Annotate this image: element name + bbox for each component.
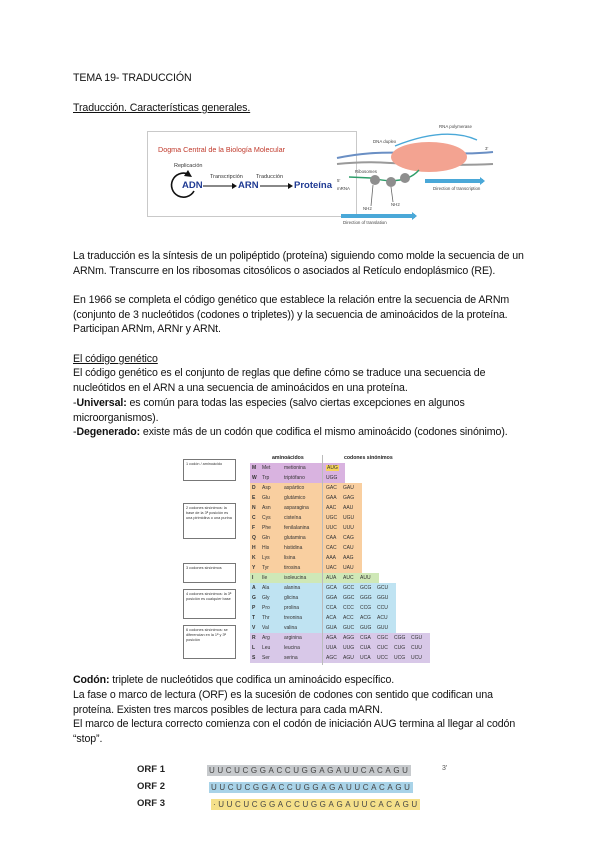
header-synonym-codons: codones sinónimos bbox=[344, 455, 393, 461]
aa-letter: Q bbox=[252, 535, 256, 541]
codon: UUC bbox=[326, 525, 337, 531]
codon: AGA bbox=[326, 635, 337, 641]
aa-name: leucina bbox=[284, 645, 300, 651]
codon: UCG bbox=[394, 655, 406, 661]
universal-item: -Universal: es común para todas las especies (salvo ciertas excepciones en algunos microorganismos). bbox=[73, 397, 465, 424]
codon: AAG bbox=[343, 555, 354, 561]
codon: GGC bbox=[343, 595, 355, 601]
codon: CUC bbox=[377, 645, 388, 651]
aa-letter: N bbox=[252, 505, 256, 511]
aa-name: histidina bbox=[284, 545, 303, 551]
coupled-transcription-translation-figure bbox=[335, 120, 495, 228]
codon: UUG bbox=[343, 645, 355, 651]
codon: ACA bbox=[326, 615, 337, 621]
translation-direction-label: Direction of translation bbox=[343, 220, 387, 225]
codon: AUU bbox=[360, 575, 371, 581]
aa-name: glutamina bbox=[284, 535, 306, 541]
codon: GCG bbox=[360, 585, 372, 591]
aa-abbrev: Ser bbox=[262, 655, 270, 661]
codon-row-gln bbox=[250, 533, 430, 543]
codon: UCU bbox=[411, 655, 422, 661]
codon-row-pro bbox=[250, 603, 430, 613]
aa-name: glicina bbox=[284, 595, 299, 601]
aa-letter: L bbox=[252, 645, 256, 651]
orf-sequence-2: UUCUCGGACCUGGAGAUUCACAGU bbox=[211, 783, 413, 792]
codon: AUA bbox=[326, 575, 337, 581]
codon: UCA bbox=[360, 655, 371, 661]
aa-letter: C bbox=[252, 515, 256, 521]
codon-label: Codón: bbox=[73, 674, 110, 686]
aa-letter: E bbox=[252, 495, 256, 501]
codon: GGU bbox=[377, 595, 389, 601]
aa-name: alanina bbox=[284, 585, 301, 591]
callout-1-codon: 1 codón / aminoácido bbox=[183, 459, 236, 481]
codon: CCC bbox=[343, 605, 354, 611]
aa-name: asparagina bbox=[284, 505, 309, 511]
codon: AGU bbox=[343, 655, 354, 661]
codon: UCC bbox=[377, 655, 388, 661]
codon: ACU bbox=[377, 615, 388, 621]
dogma-arrows bbox=[148, 132, 356, 216]
aa-letter: M bbox=[252, 465, 257, 471]
aa-abbrev: Thr bbox=[262, 615, 270, 621]
replication-label: Replicación bbox=[174, 163, 203, 169]
paragraph-codigo-genetico: El código genético es el conjunto de reglas que define cómo se traduce una secuencia de nucleótidos en el ARN a una secuencia de aminoácidos en una proteína. bbox=[73, 367, 486, 394]
aa-letter: G bbox=[252, 595, 256, 601]
adn-label: ADN bbox=[182, 180, 203, 191]
translation-label: Traducción bbox=[256, 174, 284, 180]
codon: CAC bbox=[326, 545, 337, 551]
paragraph-codigo-1966: En 1966 se completa el código genético que establece la relación entre la secuencia de ARNm (conjunto de 3 nucleótidos (codones o tripletes)) y la secuencia de aminoácidos de la proteína. Participan ARNm, ARNr y ARNt. bbox=[73, 294, 510, 336]
codon: CAG bbox=[343, 535, 354, 541]
central-dogma-figure bbox=[147, 131, 357, 217]
aa-abbrev: Ile bbox=[262, 575, 268, 581]
codon: GAC bbox=[326, 485, 337, 491]
codon: GGA bbox=[326, 595, 338, 601]
codon: UGG bbox=[326, 475, 338, 481]
codon-definition bbox=[73, 673, 533, 688]
aa-name: aspártico bbox=[284, 485, 305, 491]
codon: CGA bbox=[360, 635, 371, 641]
codon-row-ile bbox=[250, 573, 430, 583]
callout-2-codons: 2 codones sinónimos: la base de la 3ª posición es una pirimidina o una purina bbox=[183, 503, 236, 539]
codon-row-his bbox=[250, 543, 430, 553]
universal-text: es común para todas las especies (salvo ciertas excepciones en algunos microorganismos). bbox=[73, 397, 465, 424]
codon: GAG bbox=[343, 495, 355, 501]
callout-6-codons: 6 codones sinónimos: se diferencian en la 1ª y 3ª posición bbox=[183, 625, 236, 659]
aa-letter: K bbox=[252, 555, 256, 561]
codon: CUA bbox=[360, 645, 371, 651]
codon: GUC bbox=[343, 625, 355, 631]
aa-name: tirosina bbox=[284, 565, 301, 571]
paragraph-traduccion: La traducción es la síntesis de un polipéptido (proteína) siguiendo como molde la secuencia de un ARNm. Transcurre en los ribosomas citosólicos o asociados al Retículo endoplásmico (RE). bbox=[73, 250, 524, 277]
codon: UGC bbox=[326, 515, 338, 521]
aa-abbrev: Gly bbox=[262, 595, 270, 601]
aa-name: glutámico bbox=[284, 495, 306, 501]
codon: CUG bbox=[394, 645, 406, 651]
codon: AAC bbox=[326, 505, 337, 511]
aa-abbrev: Pro bbox=[262, 605, 270, 611]
codon: GCA bbox=[326, 585, 337, 591]
aa-name: serina bbox=[284, 655, 298, 661]
codon: AGC bbox=[326, 655, 337, 661]
aa-name: fenilalanina bbox=[284, 525, 310, 531]
rna-polymerase-label: RNA polymerase bbox=[439, 124, 472, 129]
codon-row-glu bbox=[250, 493, 430, 503]
codon: UUA bbox=[326, 645, 337, 651]
codon-row-gly bbox=[250, 593, 430, 603]
nh2-label-a: NH2 bbox=[363, 206, 372, 211]
aa-abbrev: Val bbox=[262, 625, 269, 631]
codon: GCC bbox=[343, 585, 355, 591]
codon: ACC bbox=[343, 615, 354, 621]
codon: CGG bbox=[394, 635, 406, 641]
codon-row-val bbox=[250, 623, 430, 633]
aa-abbrev: Lys bbox=[262, 555, 270, 561]
callout-4-codons: 4 codones sinónimos: la 3ª posición es cualquier base bbox=[183, 589, 236, 619]
codon: UUU bbox=[343, 525, 354, 531]
codon-row-ser bbox=[250, 653, 430, 663]
arn-label: ARN bbox=[238, 180, 259, 191]
codon: CAA bbox=[326, 535, 337, 541]
codon: AGG bbox=[343, 635, 355, 641]
table-divider bbox=[322, 455, 323, 665]
aa-abbrev: Tyr bbox=[262, 565, 269, 571]
codon: GAU bbox=[343, 485, 354, 491]
header-aminoacids: aminoácidos bbox=[272, 455, 304, 461]
aa-letter: D bbox=[252, 485, 256, 491]
aa-abbrev: Phe bbox=[262, 525, 271, 531]
degenerate-item: -Degenerado: existe más de un codón que codifica el mismo aminoácido (codones sinónimo). bbox=[73, 426, 508, 438]
codon: UAU bbox=[343, 565, 354, 571]
codon: GCU bbox=[377, 585, 389, 591]
degenerate-label: Degenerado: bbox=[76, 426, 141, 438]
codon-row-cys bbox=[250, 513, 430, 523]
aa-abbrev: Gln bbox=[262, 535, 270, 541]
codon: GAA bbox=[326, 495, 337, 501]
page-title: TEMA 19- TRADUCCIÓN bbox=[73, 72, 192, 84]
codon-row-asp bbox=[250, 483, 430, 493]
aa-abbrev: Trp bbox=[262, 475, 270, 481]
three-prime-label: 3' bbox=[485, 146, 489, 151]
aa-abbrev: Met bbox=[262, 465, 271, 471]
codon: CCU bbox=[377, 605, 388, 611]
aa-letter: P bbox=[252, 605, 256, 611]
dna-duplex-label: DNA duplex bbox=[373, 139, 397, 144]
aa-name: lisina bbox=[284, 555, 296, 561]
callout-3-codons: 3 codones sinónimos bbox=[183, 563, 236, 583]
aa-letter: F bbox=[252, 525, 256, 531]
aa-name: arginina bbox=[284, 635, 302, 641]
aa-name: triptófano bbox=[284, 475, 305, 481]
transcription-diagram bbox=[335, 120, 495, 228]
codon-row-tyr bbox=[250, 563, 430, 573]
aa-name: treonina bbox=[284, 615, 303, 621]
degenerate-text: existe más de un codón que codifica el mismo aminoácido (codones sinónimo). bbox=[140, 426, 508, 438]
figure-title: Dogma Central de la Biología Molecular bbox=[158, 145, 286, 154]
codon: CGU bbox=[411, 635, 423, 641]
codon: UAC bbox=[326, 565, 337, 571]
aa-letter: W bbox=[252, 475, 257, 481]
codon-table-figure bbox=[180, 447, 438, 665]
aa-letter: T bbox=[252, 615, 256, 621]
orf-end-label: 3' bbox=[442, 765, 448, 772]
aa-letter: Y bbox=[252, 565, 256, 571]
aa-abbrev: His bbox=[262, 545, 270, 551]
codon: AUC bbox=[343, 575, 354, 581]
codon-row-phe bbox=[250, 523, 430, 533]
reading-frames-figure bbox=[137, 758, 448, 814]
codon-row-asn bbox=[250, 503, 430, 513]
aa-name: prolina bbox=[284, 605, 300, 611]
codon-row-arg bbox=[250, 633, 430, 643]
codon-row-leu bbox=[250, 643, 430, 653]
codon-row-ala bbox=[250, 583, 430, 593]
aa-name: cisteína bbox=[284, 515, 302, 521]
aa-letter: R bbox=[252, 635, 256, 641]
aa-name: isoleucina bbox=[284, 575, 307, 581]
orf-sequence-1: UUCUCGGACCUGGAGAUUCACAGU bbox=[209, 766, 411, 775]
paragraph-orf: La fase o marco de lectura (ORF) es la sucesión de codones con sentido que codifican una proteína. Existen tres marcos posibles de lectura para cada mARN. bbox=[73, 689, 493, 716]
aa-abbrev: Ala bbox=[262, 585, 270, 591]
codon: CUU bbox=[411, 645, 422, 651]
aa-abbrev: Glu bbox=[262, 495, 270, 501]
paragraph-start-codon: El marco de lectura correcto comienza con el codón de iniciación AUG termina al llegar al codón “stop”. bbox=[73, 718, 516, 745]
codon: GUA bbox=[326, 625, 337, 631]
transcription-label: Transcripción bbox=[210, 174, 243, 180]
codon-row-lys bbox=[250, 553, 430, 563]
aa-abbrev: Asn bbox=[262, 505, 271, 511]
codon: GUG bbox=[360, 625, 372, 631]
section-heading-traduccion: Traducción. Características generales. bbox=[73, 102, 251, 114]
transcription-direction-label: Direction of transcription bbox=[433, 186, 481, 191]
codon: ACG bbox=[360, 615, 371, 621]
codon-row-trp bbox=[250, 473, 430, 483]
aa-abbrev: Leu bbox=[262, 645, 271, 651]
protein-label: Proteína bbox=[294, 180, 333, 191]
mrna-label: mRNA bbox=[337, 186, 350, 191]
orf-label-3: ORF 3 bbox=[137, 798, 165, 809]
aa-letter: S bbox=[252, 655, 256, 661]
universal-label: Universal: bbox=[76, 397, 127, 409]
codon: GUU bbox=[377, 625, 389, 631]
ribosomes-label: Ribosomes bbox=[355, 169, 377, 174]
codon: UGU bbox=[343, 515, 355, 521]
orf-sequence-3: ·UUCUCGGACCUGGAGAUUCACAGU bbox=[213, 800, 420, 809]
aa-name: valina bbox=[284, 625, 298, 631]
codon: CCA bbox=[326, 605, 337, 611]
aa-abbrev: Asp bbox=[262, 485, 271, 491]
codon: AAA bbox=[326, 555, 337, 561]
aa-abbrev: Arg bbox=[262, 635, 270, 641]
orf-label-2: ORF 2 bbox=[137, 781, 165, 792]
nh2-label-b: NH2 bbox=[391, 202, 400, 207]
section-heading-codigo-genetico: El código genético bbox=[73, 353, 158, 365]
codon: CCG bbox=[360, 605, 372, 611]
codon-row-thr bbox=[250, 613, 430, 623]
aa-letter: A bbox=[252, 585, 256, 591]
aa-abbrev: Cys bbox=[262, 515, 271, 521]
aa-name: metionina bbox=[284, 465, 306, 471]
codon: CAU bbox=[343, 545, 354, 551]
aa-letter: I bbox=[252, 575, 254, 581]
aa-letter: V bbox=[252, 625, 256, 631]
codon-text: triplete de nucleótidos que codifica un aminoácido específico. bbox=[109, 674, 395, 686]
codon: CGC bbox=[377, 635, 389, 641]
codon: AAU bbox=[343, 505, 354, 511]
aa-letter: H bbox=[252, 545, 256, 551]
codon: AUG bbox=[327, 465, 338, 471]
codon-row-met bbox=[250, 463, 430, 473]
codon: GGG bbox=[360, 595, 372, 601]
five-prime-label: 5' bbox=[337, 178, 341, 183]
orf-label-1: ORF 1 bbox=[137, 764, 165, 775]
